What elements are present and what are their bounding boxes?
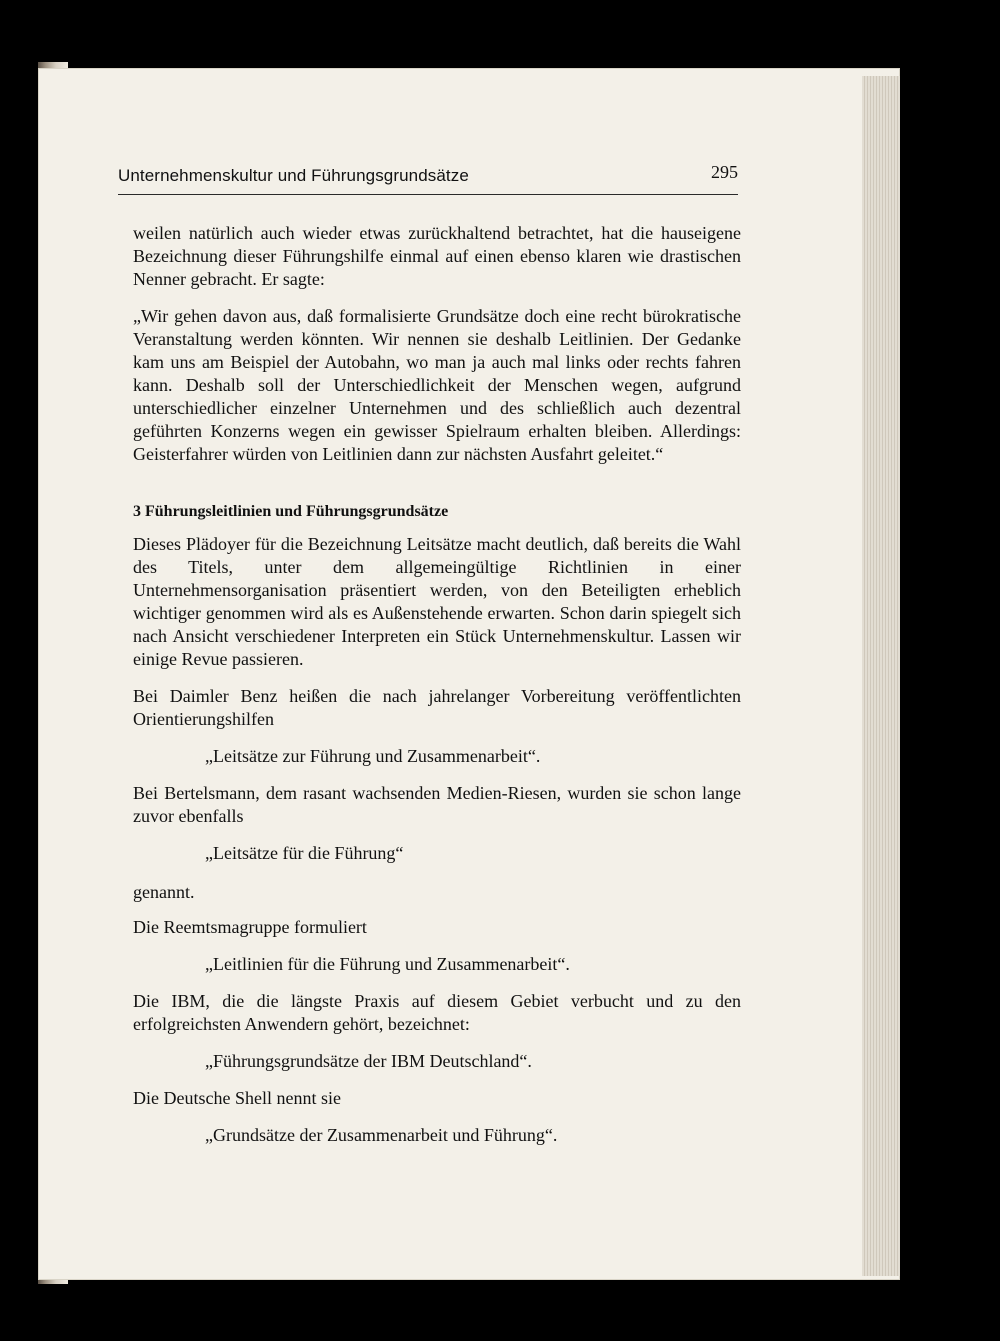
paragraph: Dieses Plädoyer für die Bezeichnung Leitsätze macht deutlich, daß bereits die Wahl des Titels, unter dem allgemeingültige Richtlinien in einer Unternehmensorganisation präsentiert werden, von den Beteiligten erheblich wichtiger genommen wird als es Außenstehende erwarten. Schon darin spiegelt sich nach Ansicht verschiedener Interpreten ein Stück Unternehmenskultur. Lassen wir einige Revue passieren. bbox=[133, 534, 741, 669]
page-block-edges bbox=[862, 76, 900, 1276]
running-title: Unternehmenskultur und Führungsgrundsätze bbox=[118, 166, 469, 185]
paragraph: weilen natürlich auch wieder etwas zurückhaltend betrachtet, hat die hauseigene Bezeichnung dieser Führungshilfe einmal auf einen ebenso klaren wie drastischen Nenner gebracht. Er sagte: bbox=[133, 223, 741, 289]
page-body bbox=[133, 222, 741, 1161]
guideline-title: „Leitsätze zur Führung und Zusammenarbeit“. bbox=[205, 746, 541, 766]
paragraph: Die IBM, die die längste Praxis auf diesem Gebiet verbucht und zu den erfolgreichsten Anwendern gehört, bezeichnet: bbox=[133, 991, 741, 1034]
guideline-title: „Grundsätze der Zusammenarbeit und Führung“. bbox=[205, 1125, 558, 1145]
paragraph: Bei Bertelsmann, dem rasant wachsenden Medien-Riesen, wurden sie schon lange zuvor ebenfalls bbox=[133, 783, 741, 826]
page-number: 295 bbox=[711, 162, 738, 182]
block-quote: „Wir gehen davon aus, daß formalisierte Grundsätze doch eine recht bürokratische Veranstaltung werden könnten. Wir nennen sie deshalb Leitlinien. Der Gedanke kam uns am Beispiel der Autobahn, wo man ja auch mal links oder rechts fahren kann. Deshalb soll der Unterschiedlichkeit der Menschen wegen, aufgrund unterschiedlicher einzelner Unternehmen und des schließlich auch dezentral geführten Konzerns wegen ein gewisser Spielraum erhalten bleiben. Allerdings: Geisterfahrer würden von Leitlinien dann zur nächsten Ausfahrt geleitet.“ bbox=[133, 306, 741, 464]
guideline-title: „Leitsätze für die Führung“ bbox=[205, 843, 404, 863]
paragraph: Die Deutsche Shell nennt sie bbox=[133, 1088, 341, 1108]
section-heading: 3 Führungsleitlinien und Führungsgrundsätze bbox=[133, 503, 449, 520]
running-head bbox=[118, 162, 738, 195]
paragraph: Die Reemtsmagruppe formuliert bbox=[133, 917, 367, 937]
guideline-title: „Führungsgrundsätze der IBM Deutschland“. bbox=[205, 1051, 532, 1071]
guideline-title: „Leitlinien für die Führung und Zusammenarbeit“. bbox=[205, 954, 570, 974]
paragraph: Bei Daimler Benz heißen die nach jahrelanger Vorbereitung veröffentlichten Orientierungshilfen bbox=[133, 686, 741, 729]
paragraph: genannt. bbox=[133, 882, 195, 902]
